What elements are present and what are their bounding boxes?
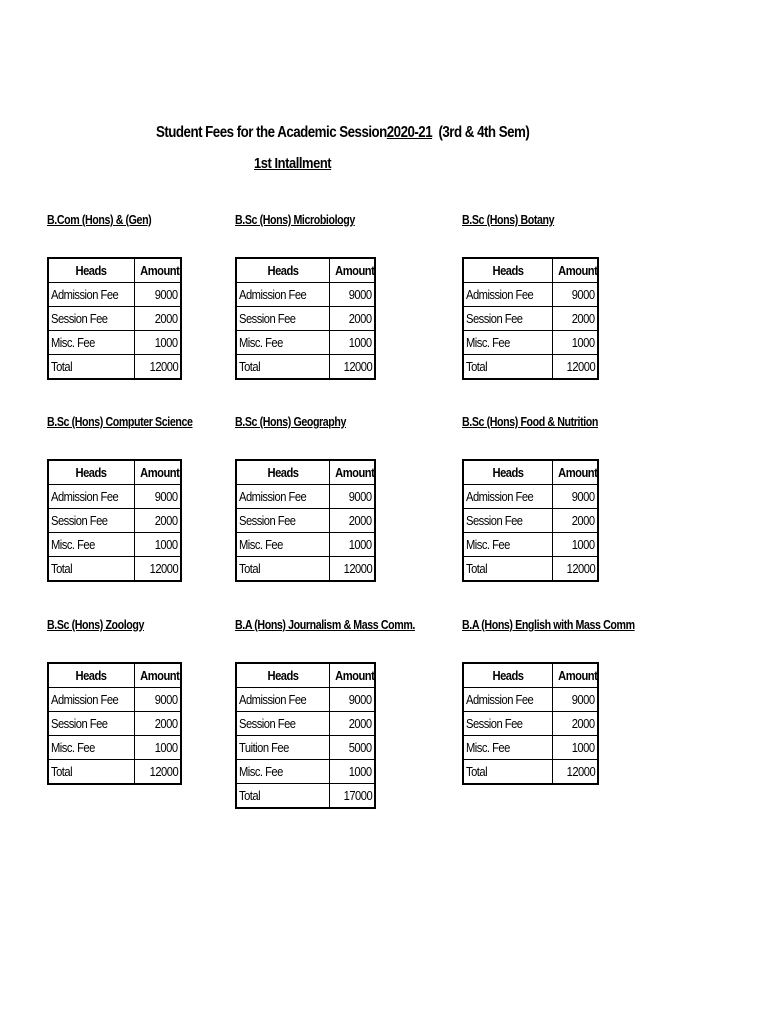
fee-head-label: Total (466, 764, 488, 779)
table-row (236, 355, 375, 380)
fee-head-cell (236, 736, 329, 760)
fee-amount-cell (329, 533, 375, 557)
section-title: B.Sc (Hons) Geography (235, 414, 347, 429)
fee-amount-value: 12000 (566, 359, 595, 374)
table-row (236, 557, 375, 582)
fee-amount-value: 2000 (349, 716, 372, 731)
fee-head-label: Total (239, 561, 261, 576)
fee-table (462, 662, 599, 785)
table-row (463, 736, 598, 760)
fee-head-label: Misc. Fee (466, 335, 510, 350)
fee-head-cell (236, 485, 329, 509)
fee-amount-value: 12000 (149, 561, 178, 576)
table-header-row (463, 663, 598, 688)
fee-amount-value: 9000 (155, 489, 178, 504)
amount-label: Amount (139, 465, 179, 480)
fee-amount-cell (134, 533, 181, 557)
fee-amount-value: 1000 (572, 740, 595, 755)
fee-amount-cell (329, 712, 375, 736)
section-title: B.Sc (Hons) Botany (462, 212, 555, 227)
fee-head-cell (48, 688, 134, 712)
fee-head-cell (463, 509, 552, 533)
table-row (236, 485, 375, 509)
fee-amount-cell (329, 688, 375, 712)
table-header-row (48, 460, 181, 485)
table-row (236, 712, 375, 736)
fee-amount-cell (329, 485, 375, 509)
amount-label: Amount (334, 263, 374, 278)
section-title: B.Sc (Hons) Microbiology (235, 212, 355, 227)
fee-head-cell (463, 557, 552, 582)
table-row (463, 688, 598, 712)
fee-amount-value: 17000 (343, 788, 372, 803)
fee-head-label: Admission Fee (466, 692, 534, 707)
amount-column-header (329, 663, 375, 688)
fee-amount-cell (552, 485, 598, 509)
fee-amount-value: 1000 (572, 335, 595, 350)
fee-amount-value: 2000 (155, 513, 178, 528)
fee-head-label: Session Fee (466, 311, 523, 326)
amount-column-header (134, 663, 181, 688)
fee-amount-cell (329, 307, 375, 331)
fee-head-cell (236, 712, 329, 736)
fee-head-cell (48, 331, 134, 355)
fee-amount-cell (329, 355, 375, 380)
fee-table (235, 459, 376, 582)
fee-head-cell (236, 509, 329, 533)
fee-table (47, 257, 182, 380)
fee-head-label: Admission Fee (466, 489, 534, 504)
fee-amount-cell (134, 736, 181, 760)
fee-amount-cell (329, 557, 375, 582)
fee-head-cell (463, 307, 552, 331)
fee-amount-value: 9000 (349, 692, 372, 707)
amount-column-header (329, 258, 375, 283)
fee-head-label: Misc. Fee (466, 537, 510, 552)
fee-head-label: Total (239, 359, 261, 374)
fee-amount-cell (552, 557, 598, 582)
table-row (463, 760, 598, 785)
fee-head-label: Admission Fee (51, 489, 119, 504)
table-row (236, 307, 375, 331)
fee-head-cell (463, 485, 552, 509)
fee-head-cell (48, 509, 134, 533)
table-row (48, 533, 181, 557)
fee-amount-value: 1000 (155, 537, 178, 552)
fee-head-label: Session Fee (466, 513, 523, 528)
heads-column-header (463, 258, 552, 283)
heads-column-header (236, 460, 329, 485)
fee-amount-value: 1000 (155, 740, 178, 755)
fee-amount-value: 1000 (349, 764, 372, 779)
fee-amount-cell (134, 688, 181, 712)
fee-head-label: Tuition Fee (239, 740, 289, 755)
fee-head-label: Misc. Fee (239, 764, 283, 779)
fee-amount-cell (134, 509, 181, 533)
fee-table (462, 257, 599, 380)
fee-head-label: Session Fee (466, 716, 523, 731)
fee-head-cell (48, 307, 134, 331)
heads-column-header (463, 460, 552, 485)
table-row (463, 533, 598, 557)
fee-head-label: Total (51, 359, 73, 374)
fee-amount-cell (552, 509, 598, 533)
fee-amount-cell (134, 557, 181, 582)
fee-head-cell (463, 736, 552, 760)
fee-amount-value: 9000 (155, 692, 178, 707)
fee-head-cell (48, 736, 134, 760)
section-title: B.A (Hons) English with Mass Comm (462, 617, 635, 632)
fee-head-label: Admission Fee (239, 287, 307, 302)
heads-column-header (48, 663, 134, 688)
fee-amount-value: 12000 (343, 359, 372, 374)
heads-label: Heads (267, 668, 299, 683)
title-session: 2020-21 (386, 124, 433, 141)
heads-label: Heads (75, 668, 107, 683)
table-header-row (463, 460, 598, 485)
fee-amount-cell (329, 283, 375, 307)
fee-amount-value: 9000 (572, 489, 595, 504)
table-row (463, 509, 598, 533)
fee-head-cell (48, 760, 134, 785)
section-title: B.Sc (Hons) Food & Nutrition (462, 414, 598, 429)
fee-amount-value: 1000 (349, 537, 372, 552)
document-title (156, 124, 529, 142)
fee-amount-value: 2000 (572, 513, 595, 528)
fee-head-cell (236, 688, 329, 712)
fee-head-cell (236, 557, 329, 582)
section-title: B.A (Hons) Journalism & Mass Comm. (235, 617, 415, 632)
fee-amount-cell (552, 688, 598, 712)
fee-amount-value: 2000 (349, 513, 372, 528)
fee-head-cell (463, 712, 552, 736)
fee-table (47, 662, 182, 785)
fee-head-cell (48, 557, 134, 582)
amount-column-header (329, 460, 375, 485)
fee-amount-value: 1000 (572, 537, 595, 552)
fee-head-label: Total (51, 561, 73, 576)
fee-head-cell (236, 533, 329, 557)
fee-head-label: Total (466, 561, 488, 576)
fee-amount-value: 2000 (349, 311, 372, 326)
fee-table (235, 662, 376, 809)
amount-label: Amount (139, 263, 179, 278)
table-header-row (236, 258, 375, 283)
fee-head-cell (236, 784, 329, 809)
fee-amount-value: 12000 (149, 359, 178, 374)
fee-head-label: Misc. Fee (239, 335, 283, 350)
fee-head-label: Session Fee (51, 311, 108, 326)
fee-amount-cell (552, 760, 598, 785)
table-row (48, 712, 181, 736)
table-header-row (236, 663, 375, 688)
fee-amount-value: 9000 (572, 692, 595, 707)
table-row (236, 283, 375, 307)
fee-amount-cell (552, 331, 598, 355)
section-title: B.Sc (Hons) Zoology (47, 617, 145, 632)
fee-head-label: Admission Fee (239, 692, 307, 707)
amount-label: Amount (139, 668, 179, 683)
table-row (463, 307, 598, 331)
fee-head-label: Misc. Fee (51, 537, 95, 552)
table-header-row (48, 258, 181, 283)
fee-head-label: Total (51, 764, 73, 779)
fee-amount-value: 12000 (566, 561, 595, 576)
table-row (48, 509, 181, 533)
fee-head-label: Total (466, 359, 488, 374)
fee-head-label: Admission Fee (51, 692, 119, 707)
fee-amount-cell (552, 283, 598, 307)
table-row (463, 557, 598, 582)
heads-label: Heads (267, 263, 299, 278)
amount-label: Amount (334, 465, 374, 480)
fee-head-cell (48, 712, 134, 736)
fee-amount-cell (329, 784, 375, 809)
amount-column-header (552, 258, 598, 283)
fee-head-cell (463, 355, 552, 380)
amount-label: Amount (334, 668, 374, 683)
fee-amount-cell (134, 712, 181, 736)
heads-column-header (236, 258, 329, 283)
fee-amount-cell (134, 307, 181, 331)
fee-head-cell (463, 688, 552, 712)
fee-head-label: Session Fee (51, 513, 108, 528)
fee-head-label: Session Fee (239, 311, 296, 326)
fee-head-label: Misc. Fee (466, 740, 510, 755)
fee-amount-value: 1000 (349, 335, 372, 350)
fee-amount-cell (552, 736, 598, 760)
amount-column-header (552, 663, 598, 688)
section-title: B.Com (Hons) & (Gen) (47, 212, 152, 227)
heads-column-header (48, 258, 134, 283)
fee-head-cell (463, 760, 552, 785)
fee-head-cell (48, 485, 134, 509)
fee-head-label: Admission Fee (466, 287, 534, 302)
title-semester: (3rd & 4th Sem) (438, 124, 530, 141)
fee-amount-cell (134, 355, 181, 380)
table-row (48, 307, 181, 331)
table-row (48, 688, 181, 712)
fee-head-label: Misc. Fee (51, 740, 95, 755)
fee-amount-value: 12000 (343, 561, 372, 576)
table-row (48, 736, 181, 760)
fee-head-cell (236, 355, 329, 380)
table-row (236, 760, 375, 784)
fee-head-label: Session Fee (51, 716, 108, 731)
heads-label: Heads (75, 465, 107, 480)
fee-table (462, 459, 599, 582)
fee-head-label: Total (239, 788, 261, 803)
fee-amount-cell (134, 485, 181, 509)
fee-amount-value: 2000 (572, 311, 595, 326)
amount-column-header (134, 258, 181, 283)
installment-subtitle: 1st Intallment (254, 155, 332, 172)
heads-label: Heads (492, 465, 524, 480)
table-row (48, 283, 181, 307)
heads-column-header (48, 460, 134, 485)
fee-amount-value: 2000 (155, 311, 178, 326)
fee-amount-cell (329, 509, 375, 533)
fee-head-cell (463, 331, 552, 355)
fee-amount-cell (134, 760, 181, 785)
fee-amount-value: 9000 (349, 287, 372, 302)
fee-amount-cell (329, 736, 375, 760)
table-header-row (236, 460, 375, 485)
fee-head-label: Session Fee (239, 513, 296, 528)
table-row (463, 485, 598, 509)
section-title: B.Sc (Hons) Computer Science (47, 414, 193, 429)
table-row (236, 784, 375, 809)
table-row (236, 331, 375, 355)
fee-amount-cell (329, 760, 375, 784)
heads-column-header (463, 663, 552, 688)
table-row (48, 355, 181, 380)
fee-head-cell (48, 283, 134, 307)
fee-amount-cell (552, 307, 598, 331)
fee-amount-cell (134, 283, 181, 307)
title-prefix: Student Fees for the Academic Session (156, 124, 387, 141)
fee-amount-value: 2000 (155, 716, 178, 731)
fee-amount-value: 12000 (566, 764, 595, 779)
fee-head-cell (463, 533, 552, 557)
fee-amount-cell (552, 355, 598, 380)
heads-column-header (236, 663, 329, 688)
amount-column-header (552, 460, 598, 485)
table-header-row (48, 663, 181, 688)
table-row (463, 283, 598, 307)
table-row (236, 688, 375, 712)
heads-label: Heads (492, 263, 524, 278)
fee-head-cell (236, 283, 329, 307)
fee-amount-cell (552, 712, 598, 736)
table-row (236, 533, 375, 557)
fee-amount-value: 5000 (349, 740, 372, 755)
fee-amount-cell (329, 331, 375, 355)
fee-amount-value: 1000 (155, 335, 178, 350)
table-row (463, 712, 598, 736)
fee-head-cell (463, 283, 552, 307)
amount-label: Amount (557, 263, 597, 278)
fee-head-label: Admission Fee (51, 287, 119, 302)
fee-head-label: Misc. Fee (51, 335, 95, 350)
fee-head-cell (48, 533, 134, 557)
table-header-row (463, 258, 598, 283)
table-row (463, 331, 598, 355)
fee-head-cell (48, 355, 134, 380)
table-row (48, 557, 181, 582)
fee-amount-value: 9000 (349, 489, 372, 504)
fee-head-cell (236, 331, 329, 355)
fee-table (235, 257, 376, 380)
table-row (48, 485, 181, 509)
amount-column-header (134, 460, 181, 485)
fee-head-label: Session Fee (239, 716, 296, 731)
table-row (48, 331, 181, 355)
table-row (236, 509, 375, 533)
fee-amount-cell (552, 533, 598, 557)
fee-table (47, 459, 182, 582)
table-row (236, 736, 375, 760)
heads-label: Heads (75, 263, 107, 278)
fee-amount-value: 9000 (572, 287, 595, 302)
heads-label: Heads (267, 465, 299, 480)
fee-amount-cell (134, 331, 181, 355)
heads-label: Heads (492, 668, 524, 683)
fee-amount-value: 9000 (155, 287, 178, 302)
amount-label: Amount (557, 465, 597, 480)
fee-head-cell (236, 760, 329, 784)
table-row (48, 760, 181, 785)
fee-head-label: Misc. Fee (239, 537, 283, 552)
table-row (463, 355, 598, 380)
fee-head-label: Admission Fee (239, 489, 307, 504)
fee-head-cell (236, 307, 329, 331)
fee-amount-value: 12000 (149, 764, 178, 779)
fee-amount-value: 2000 (572, 716, 595, 731)
amount-label: Amount (557, 668, 597, 683)
